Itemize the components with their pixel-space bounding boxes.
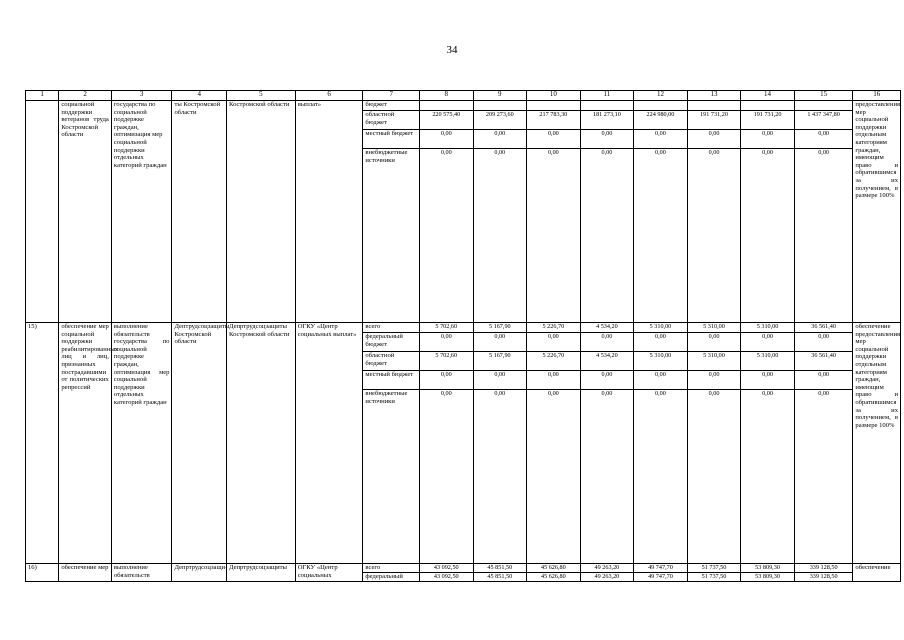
- value-cell: 5 702,60: [419, 323, 473, 333]
- column-number: 5: [227, 91, 296, 101]
- value-cell: 0,00: [580, 149, 634, 323]
- row-number-cell: 15): [26, 323, 59, 564]
- table-row: [26, 564, 901, 573]
- value-cell: 5 310,00: [634, 352, 688, 371]
- funding-source-cell: бюджет: [363, 101, 420, 111]
- value-cell: 0,00: [794, 149, 853, 323]
- value-cell: 49 263,20: [580, 573, 634, 582]
- value-cell: 0,00: [473, 333, 527, 352]
- value-cell: 0,00: [794, 390, 853, 564]
- value-cell: 0,00: [419, 130, 473, 149]
- value-cell: 220 575,40: [419, 111, 473, 130]
- page-number: 34: [446, 44, 458, 56]
- value-cell: 0,00: [687, 149, 741, 323]
- value-cell: 5 226,70: [527, 323, 581, 333]
- value-cell: 5 702,60: [419, 352, 473, 371]
- value-cell: 36 561,40: [794, 352, 853, 371]
- value-cell: 45 851,50: [473, 573, 527, 582]
- value-cell: 0,00: [634, 390, 688, 564]
- column-number: 14: [741, 91, 795, 101]
- value-cell: 5 226,70: [527, 352, 581, 371]
- funding-source-cell: местный бюджет: [363, 371, 420, 390]
- value-cell: 191 731,20: [687, 111, 741, 130]
- participant-cell: ОГКУ «Центр социальных выплат»: [295, 323, 363, 564]
- value-cell: 5 310,00: [741, 323, 795, 333]
- goal-cell: выполнение обязательств: [111, 564, 172, 582]
- value-cell: [687, 101, 741, 111]
- column-number: 2: [59, 91, 112, 101]
- executor-cell: Депртрудсоцзащиты: [227, 564, 296, 582]
- value-cell: 5 310,00: [687, 352, 741, 371]
- value-cell: 36 561,40: [794, 323, 853, 333]
- value-cell: 0,00: [473, 390, 527, 564]
- value-cell: 217 783,30: [527, 111, 581, 130]
- value-cell: [473, 101, 527, 111]
- value-cell: 51 737,50: [687, 573, 741, 582]
- value-cell: 0,00: [527, 371, 581, 390]
- measure-name-cell: обеспечение мер: [59, 564, 112, 582]
- value-cell: 0,00: [580, 333, 634, 352]
- column-number: 9: [473, 91, 527, 101]
- value-cell: 4 534,20: [580, 352, 634, 371]
- value-cell: 0,00: [794, 371, 853, 390]
- value-cell: 0,00: [419, 333, 473, 352]
- value-cell: 0,00: [527, 390, 581, 564]
- column-number: 15: [794, 91, 853, 101]
- value-cell: 339 128,50: [794, 573, 853, 582]
- value-cell: 0,00: [634, 333, 688, 352]
- row-number-cell: 16): [26, 564, 59, 582]
- value-cell: 45 626,80: [527, 564, 581, 573]
- funding-source-cell: федеральный: [363, 573, 420, 582]
- value-cell: 5 167,90: [473, 323, 527, 333]
- funding-source-cell: местный бюджет: [363, 130, 420, 149]
- value-cell: 0,00: [473, 371, 527, 390]
- column-number: 16: [853, 91, 901, 101]
- value-cell: 191 731,20: [741, 111, 795, 130]
- column-number: 7: [363, 91, 420, 101]
- value-cell: 0,00: [687, 130, 741, 149]
- column-number: 4: [172, 91, 227, 101]
- funding-source-cell: внебюджетные источники: [363, 149, 420, 323]
- value-cell: [741, 101, 795, 111]
- value-cell: 0,00: [687, 371, 741, 390]
- value-cell: 0,00: [419, 390, 473, 564]
- executor-cell: Костромской области: [227, 101, 296, 323]
- value-cell: 0,00: [419, 149, 473, 323]
- value-cell: 43 092,50: [419, 573, 473, 582]
- executor-cell: Депртрудсоцзащиты Костромской области: [227, 323, 296, 564]
- expected-result-cell: обеспечение предоставления мер социальной поддержки отдельным категориям граждан, имеющим право и обратившимся за их получением, в размере 100%: [853, 323, 901, 564]
- value-cell: 0,00: [741, 130, 795, 149]
- value-cell: [634, 101, 688, 111]
- value-cell: 0,00: [473, 149, 527, 323]
- value-cell: 0,00: [634, 149, 688, 323]
- column-number: 6: [295, 91, 363, 101]
- value-cell: 0,00: [741, 333, 795, 352]
- goal-cell: государства по социальной поддержке граждан, оптимизация мер социальной поддержки отдельных категорий граждан: [111, 101, 172, 323]
- value-cell: 45 626,80: [527, 573, 581, 582]
- value-cell: 51 737,50: [687, 564, 741, 573]
- value-cell: 0,00: [741, 149, 795, 323]
- value-cell: 5 167,90: [473, 352, 527, 371]
- value-cell: 0,00: [580, 390, 634, 564]
- value-cell: 0,00: [527, 149, 581, 323]
- column-number: 11: [580, 91, 634, 101]
- value-cell: 0,00: [794, 333, 853, 352]
- measure-name-cell: обеспечение мер социальной поддержки реабилитированных лиц и лиц, признанных пострадавшими от политических репрессий: [59, 323, 112, 564]
- value-cell: 0,00: [580, 371, 634, 390]
- value-cell: 49 263,20: [580, 564, 634, 573]
- value-cell: 5 310,00: [741, 352, 795, 371]
- program-table: [25, 90, 901, 582]
- value-cell: 0,00: [741, 390, 795, 564]
- value-cell: 0,00: [794, 130, 853, 149]
- column-number: 8: [419, 91, 473, 101]
- funding-source-cell: областной бюджет: [363, 111, 420, 130]
- value-cell: 181 273,10: [580, 111, 634, 130]
- value-cell: 339 128,50: [794, 564, 853, 573]
- measure-name-cell: социальной поддержки ветеранов труда Костромской области: [59, 101, 112, 323]
- expected-result-cell: предоставления мер социальной поддержки отдельным категориям граждан, имеющим право и обратившимся за их получением, в размере 100%: [853, 101, 901, 323]
- value-cell: 43 092,50: [419, 564, 473, 573]
- value-cell: 45 851,50: [473, 564, 527, 573]
- value-cell: 49 747,70: [634, 564, 688, 573]
- coordinator-cell: Дептрудсоцзащиты Костромской области: [172, 323, 227, 564]
- value-cell: 53 809,30: [741, 564, 795, 573]
- funding-source-cell: областной бюджет: [363, 352, 420, 371]
- table-row: [26, 101, 901, 111]
- value-cell: 0,00: [527, 130, 581, 149]
- participant-cell: выплат»: [295, 101, 363, 323]
- coordinator-cell: ты Костромской области: [172, 101, 227, 323]
- column-number: 3: [111, 91, 172, 101]
- value-cell: [419, 101, 473, 111]
- row-number-cell: [26, 101, 59, 323]
- expected-result-cell: обеспечение: [853, 564, 901, 582]
- value-cell: 4 534,20: [580, 323, 634, 333]
- column-number: 12: [634, 91, 688, 101]
- table-row: [26, 323, 901, 333]
- value-cell: 1 437 347,80: [794, 111, 853, 130]
- value-cell: 49 747,70: [634, 573, 688, 582]
- column-number: 1: [26, 91, 59, 101]
- value-cell: [794, 101, 853, 111]
- value-cell: 0,00: [741, 371, 795, 390]
- funding-source-cell: всего: [363, 564, 420, 573]
- value-cell: 5 310,00: [687, 323, 741, 333]
- value-cell: 0,00: [634, 371, 688, 390]
- value-cell: 0,00: [527, 333, 581, 352]
- funding-source-cell: федеральный бюджет: [363, 333, 420, 352]
- value-cell: 0,00: [634, 130, 688, 149]
- value-cell: 0,00: [419, 371, 473, 390]
- column-number-row: [26, 91, 901, 101]
- value-cell: [580, 101, 634, 111]
- value-cell: [527, 101, 581, 111]
- value-cell: 0,00: [687, 333, 741, 352]
- coordinator-cell: Депртрудсоцзащи-: [172, 564, 227, 582]
- value-cell: 0,00: [580, 130, 634, 149]
- column-number: 10: [527, 91, 581, 101]
- participant-cell: ОГКУ «Центр социальных: [295, 564, 363, 582]
- value-cell: 224 980,00: [634, 111, 688, 130]
- value-cell: 5 310,00: [634, 323, 688, 333]
- value-cell: 0,00: [473, 130, 527, 149]
- value-cell: 209 273,60: [473, 111, 527, 130]
- value-cell: 0,00: [687, 390, 741, 564]
- funding-source-cell: всего: [363, 323, 420, 333]
- value-cell: 53 809,30: [741, 573, 795, 582]
- goal-cell: выполнение обязательств государства по социальной поддержке граждан, оптимизация мер социальной поддержки отдельных категорий граждан: [111, 323, 172, 564]
- column-number: 13: [687, 91, 741, 101]
- funding-source-cell: внебюджетные источники: [363, 390, 420, 564]
